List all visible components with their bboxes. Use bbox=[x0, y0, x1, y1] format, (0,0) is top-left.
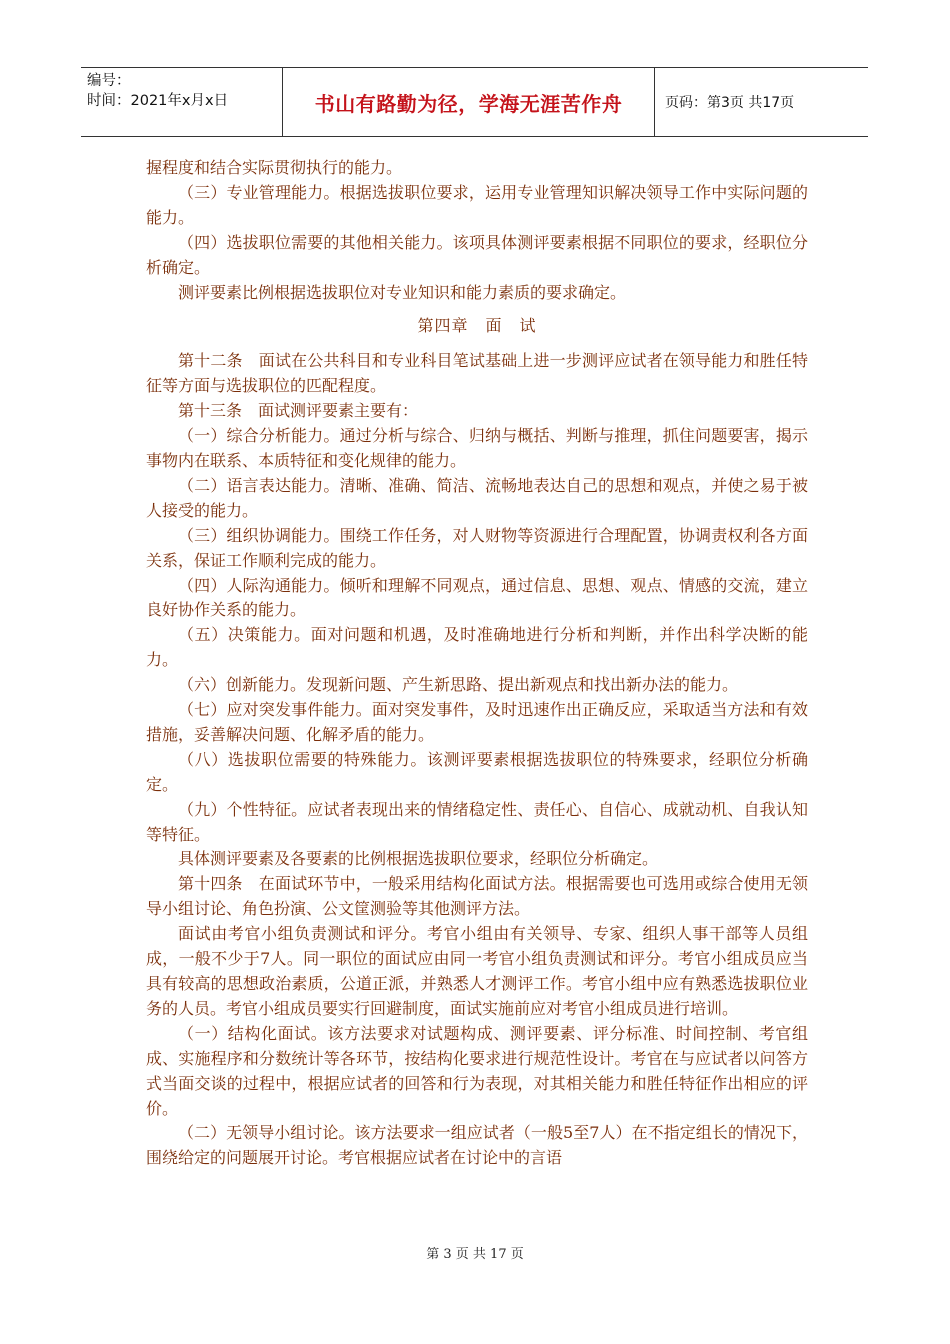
document-body bbox=[146, 156, 808, 1171]
paragraph: （三）专业管理能力。根据选拔职位要求，运用专业管理知识解决领导工作中实际问题的能力。 bbox=[146, 182, 808, 227]
chapter-heading: 第四章 面 试 bbox=[417, 316, 537, 336]
page-footer: 第 3 页 共 17 页 bbox=[426, 1247, 524, 1262]
paragraph: （二）无领导小组讨论。该方法要求一组应试者（一般5至7人）在不指定组长的情况下，围绕给定的问题展开讨论。考官根据应试者在讨论中的言语 bbox=[146, 1123, 808, 1168]
paragraph: 面试由考官小组负责测试和评分。考官小组由有关领导、专家、组织人事干部等人员组成，一般不少于7人。同一职位的面试应由同一考官小组负责测试和评分。考官小组成员应当具有较高的思想政治素质，公道正派，并熟悉人才测评工作。考官小组中应有熟悉选拔职位业务的人员。考官小组成员要实行回避制度，面试实施前应对考官小组成员进行培训。 bbox=[146, 924, 808, 1018]
paragraph: 测评要素比例根据选拔职位对专业知识和能力素质的要求确定。 bbox=[178, 282, 627, 302]
paragraph: 第十二条 面试在公共科目和专业科目笔试基础上进一步测评应试者在领导能力和胜任特征等方面与选拔职位的匹配程度。 bbox=[146, 351, 808, 396]
paragraph: （八）选拔职位需要的特殊能力。该测评要素根据选拔职位的特殊要求，经职位分析确定。 bbox=[146, 749, 808, 794]
number-label: 编号： bbox=[87, 73, 131, 89]
paragraph: （一）综合分析能力。通过分析与综合、归纳与概括、判断与推理，抓住问题要害，揭示事物内在联系、本质特征和变化规律的能力。 bbox=[146, 426, 808, 470]
paragraph: （四）选拔职位需要的其他相关能力。该项具体测评要素根据不同职位的要求，经职位分析确定。 bbox=[146, 232, 808, 277]
header-motto: 书山有路勤为径，学海无涯苦作舟 bbox=[283, 68, 655, 136]
paragraph: （一）结构化面试。该方法要求对试题构成、测评要素、评分标准、时间控制、考官组成、实施程序和分数统计等各环节，按结构化要求进行规范性设计。考官在与应试者以问答方式当面交谈的过程中，根据应试者的回答和行为表现，对其相关能力和胜任特征作出相应的评价。 bbox=[146, 1023, 808, 1118]
paragraph: （五）决策能力。面对问题和机遇，及时准确地进行分析和判断，并作出科学决断的能力。 bbox=[146, 625, 808, 670]
paragraph-continuation: 握程度和结合实际贯彻执行的能力。 bbox=[146, 158, 403, 177]
paragraph: 具体测评要素及各要素的比例根据选拔职位要求，经职位分析确定。 bbox=[178, 849, 659, 869]
paragraph: （六）创新能力。发现新问题、产生新思路、提出新观点和找出新办法的能力。 bbox=[178, 675, 739, 695]
paragraph: （三）组织协调能力。围绕工作任务，对人财物等资源进行合理配置，协调责权利各方面关系，保证工作顺利完成的能力。 bbox=[146, 525, 808, 570]
header-meta-cell bbox=[81, 68, 283, 136]
paragraph: （二）语言表达能力。清晰、准确、简洁、流畅地表达自己的思想和观点，并使之易于被人接受的能力。 bbox=[146, 475, 808, 520]
date-label: 时间：2021年x月x日 bbox=[87, 93, 229, 109]
header-table bbox=[81, 67, 868, 137]
paragraph: （七）应对突发事件能力。面对突发事件，及时迅速作出正确反应，采取适当方法和有效措施，妥善解决问题、化解矛盾的能力。 bbox=[146, 700, 808, 744]
paragraph: 第十四条 在面试环节中，一般采用结构化面试方法。根据需要也可选用或综合使用无领导小组讨论、角色扮演、公文筐测验等其他测评方法。 bbox=[146, 874, 808, 919]
paragraph: （四）人际沟通能力。倾听和理解不同观点，通过信息、思想、观点、情感的交流，建立良好协作关系的能力。 bbox=[146, 575, 808, 620]
paragraph: （九）个性特征。应试者表现出来的情绪稳定性、责任心、自信心、成就动机、自我认知等特征。 bbox=[146, 799, 808, 844]
paragraph: 第十三条 面试测评要素主要有： bbox=[178, 401, 419, 421]
header-page-info: 页码：第3页 共17页 bbox=[665, 95, 795, 111]
